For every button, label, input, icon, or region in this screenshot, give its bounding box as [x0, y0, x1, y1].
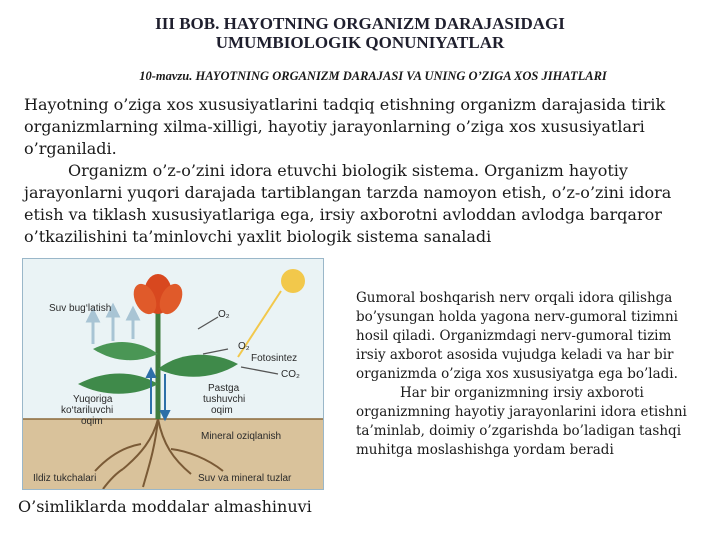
label-upward-flow-1: Yuqoriga: [73, 394, 113, 405]
side-text: [356, 289, 692, 460]
label-downward-flow-3: oqim: [211, 405, 233, 416]
plant-metabolism-figure: [22, 258, 324, 490]
leaf-left-high: [93, 342, 158, 360]
label-downward-flow-1: Pastga: [208, 383, 240, 394]
label-transpiration: Suv bug‘latish: [49, 303, 112, 314]
chapter-title: III BOB. HAYOTNING ORGANIZM DARAJASIDAGI UMUMBIOLOGIK QONUNIYATLAR: [155, 14, 565, 52]
leaf-left-low: [78, 373, 158, 393]
label-photosynthesis: Fotosintez: [251, 353, 298, 364]
label-co2: CO₂: [281, 369, 300, 380]
label-upward-flow-2: ko‘tariluvchi: [61, 405, 114, 416]
sun-icon: [281, 269, 305, 293]
label-downward-flow-2: tushuvchi: [203, 394, 246, 405]
label-root-hairs: Ildiz tukchalari: [33, 473, 97, 484]
label-o2-mid: O₂: [238, 341, 250, 352]
label-water-salts: Suv va mineral tuzlar: [198, 473, 292, 484]
flower: [129, 274, 187, 318]
label-mineral-nutrition: Mineral oziqlanish: [201, 431, 282, 442]
intro-text: [24, 94, 696, 248]
figure-caption: O’simliklarda moddalar almashinuvi: [18, 497, 312, 516]
intro-paragraph-1: Hayotning o’ziga xos xususiyatlarini tadqiq etishning organizm darajasida tirik organizmlarning xilma-xilligi, hayotiy jarayonlarning o’ziga xos xususiyatlari o’rganiladi.: [24, 95, 666, 158]
side-paragraph-1: Gumoral boshqarish nerv orqali idora qilishga bo’ysungan holda yagona nerv-gumoral tizimni hosil qiladi. Organizmdagi nerv-gumoral tizim irsiy axborot asosida vujudga keladi va har bir organizmda o’ziga xos xususiyatga ega bo’ladi.: [356, 290, 678, 382]
plant-illustration: [23, 259, 323, 489]
label-upward-flow-3: oqim: [81, 416, 103, 427]
topic-title: 10-mavzu. HAYOTNING ORGANIZM DARAJASI VA UNING O’ZIGA XOS JIHATLARI: [139, 69, 607, 83]
leaf-right: [158, 355, 238, 377]
side-paragraph-2: Har bir organizmning irsiy axboroti organizmning hayotiy jarayonlarini idora etishni ta’minlab, doimiy o’zgarishda bo’ladigan tashqi muhitga moslashishga yordam beradi: [356, 385, 687, 458]
intro-paragraph-2: Organizm o’z-o’zini idora etuvchi biologik sistema. Organizm hayotiy jarayonlarni yuqori darajada tartiblangan tarzda namoyon etish, o’z-o’zini idora etish va tiklash xususiyatlariga ega, irsiy axborotni avloddan avlodga barqaror o’tkazilishini ta’minlovchi yaxlit biologik sistema sanaladi: [24, 161, 672, 246]
label-o2-top: O₂: [218, 309, 230, 320]
